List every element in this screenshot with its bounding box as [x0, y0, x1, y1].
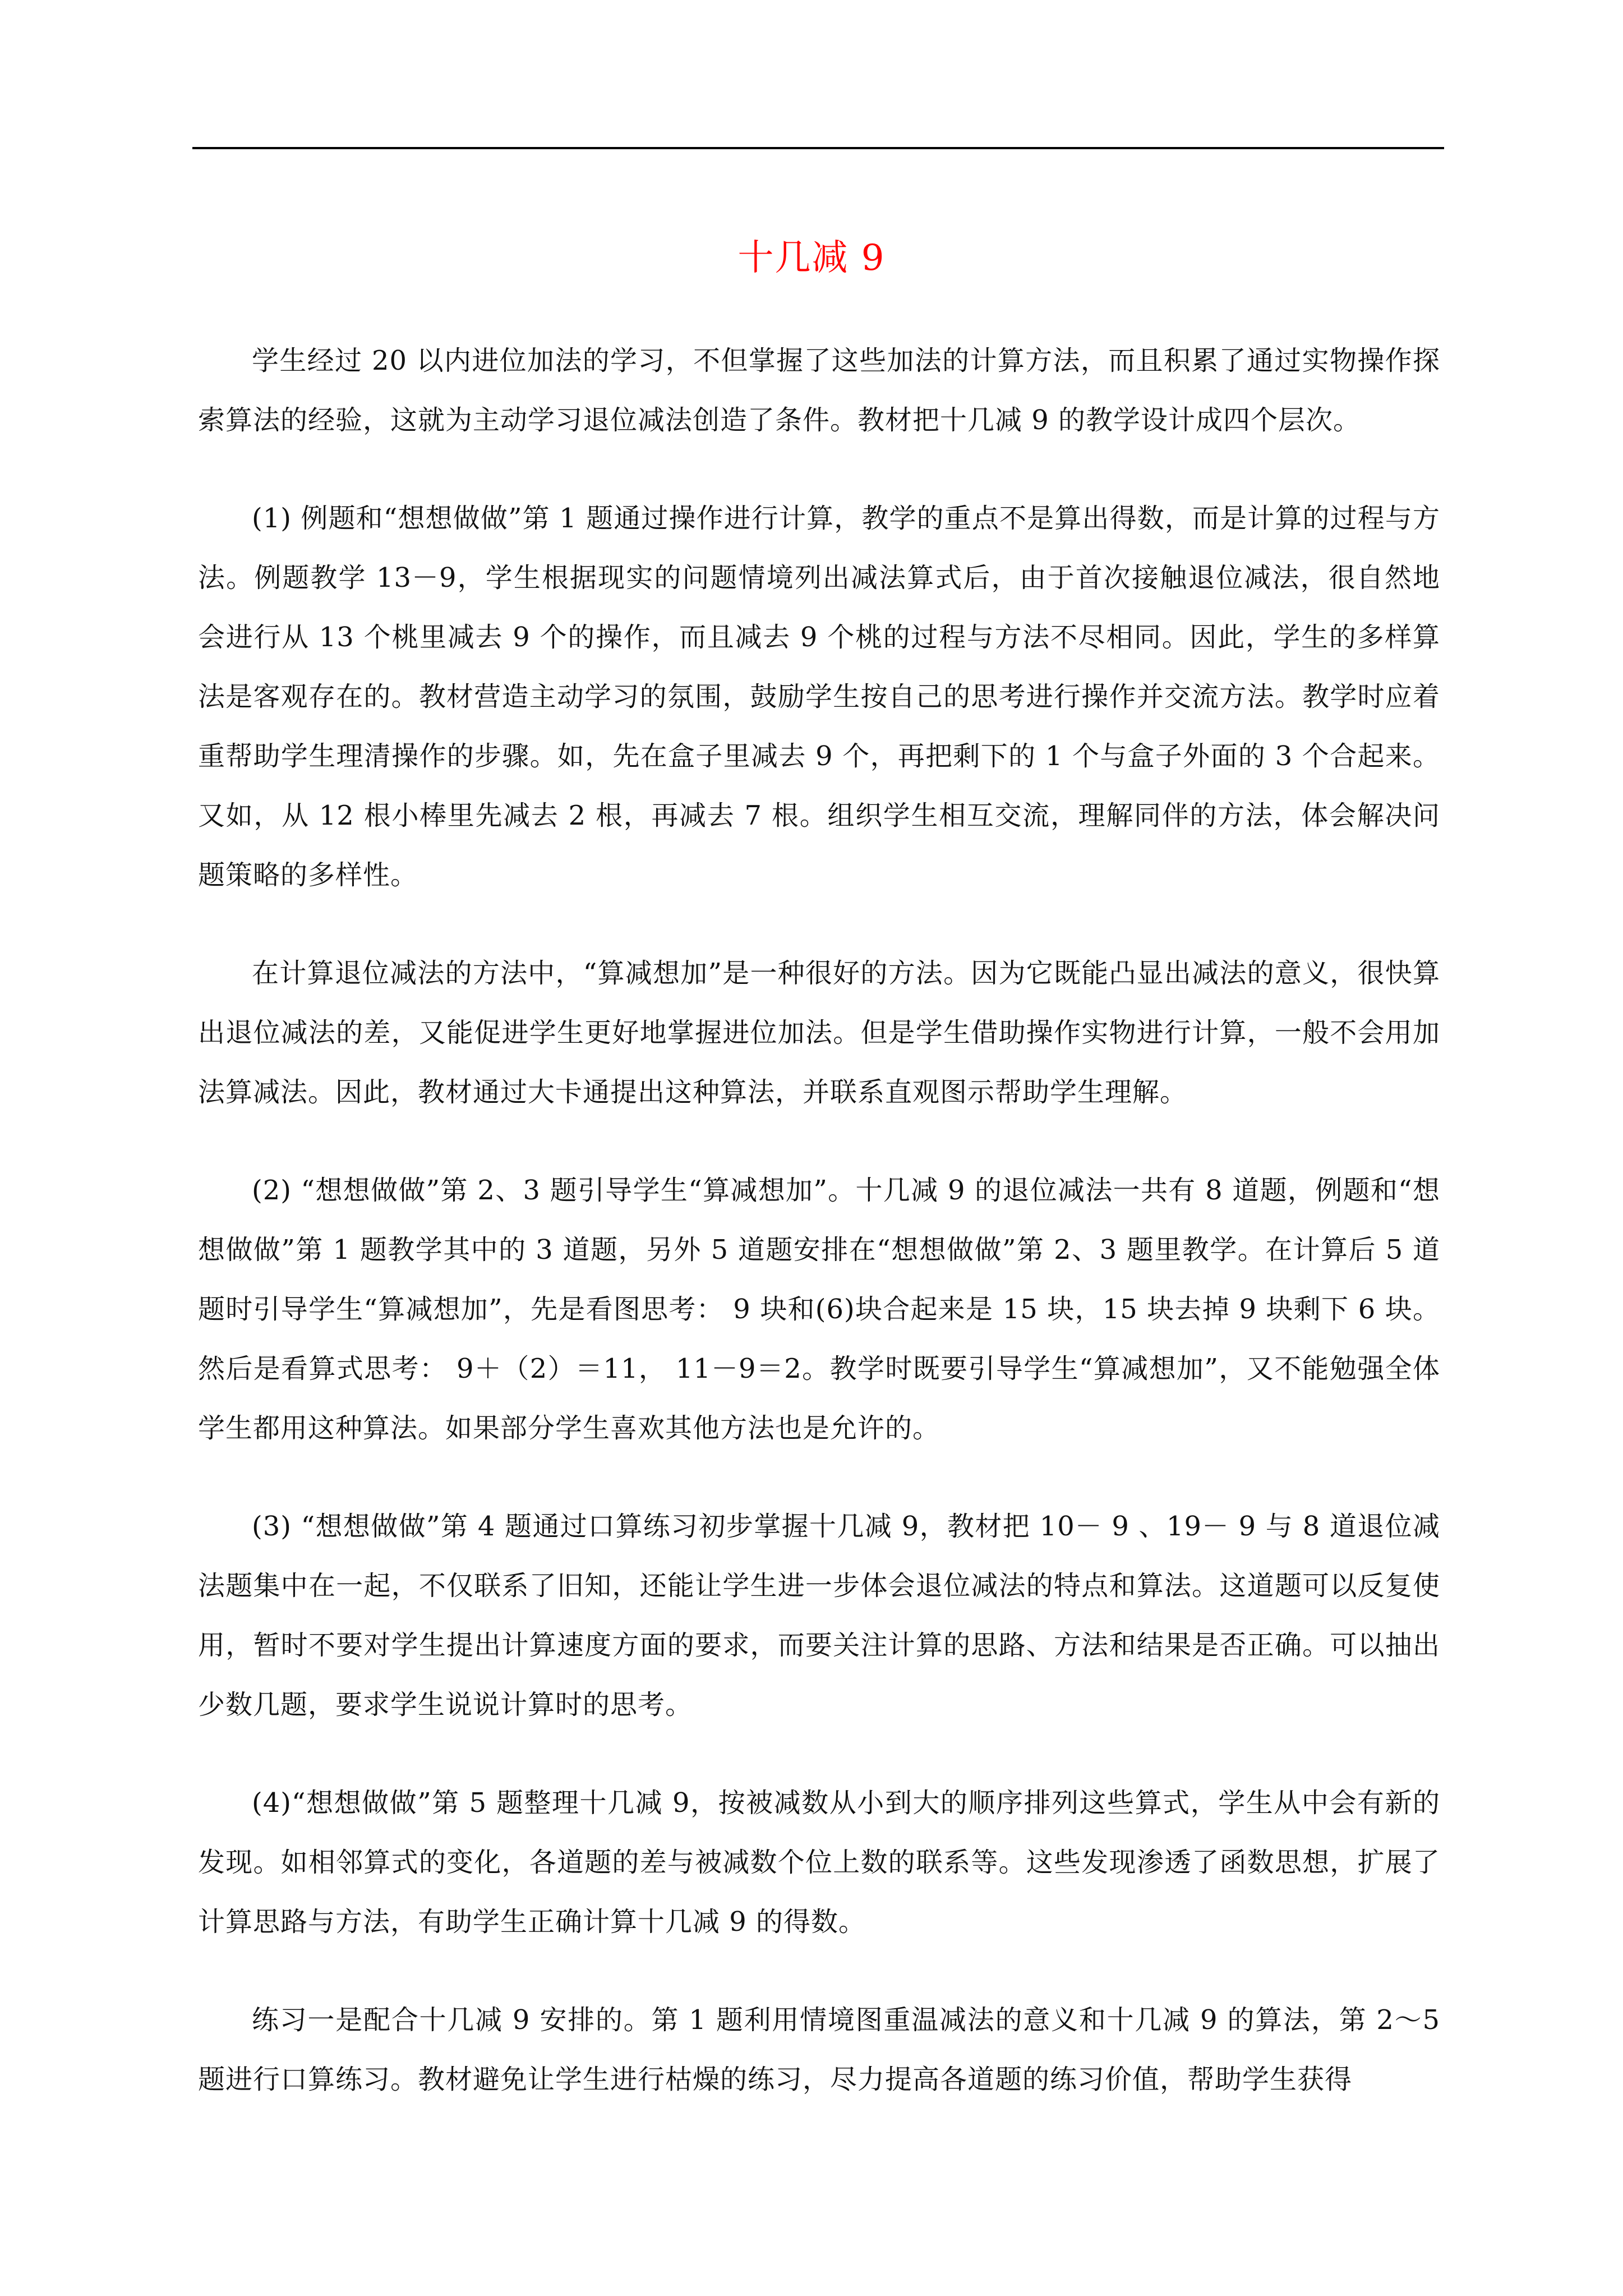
- header-rule: [192, 147, 1444, 149]
- paragraph-5: (3) “想想做做”第 4 题通过口算练习初步掌握十几减 9，教材把 10－ 9 、19－ 9 与 8 道退位减法题集中在一起，不仅联系了旧知，还能让学生进一步体会退位减法的特点和算法。这道题可以反复使用，暂时不要对学生提出计算速度方面的要求，而要关注计算的思路、方法和结果是否正确。可以抽出少数几题，要求学生说说计算时的思考。: [198, 1511, 1440, 1720]
- paragraph-3: 在计算退位减法的方法中，“算减想加”是一种很好的方法。因为它既能凸显出减法的意义，很快算出退位减法的差，又能促进学生更好地掌握进位加法。但是学生借助操作实物进行计算，一般不会用加法算减法。因此，教材通过大卡通提出这种算法，并联系直观图示帮助学生理解。: [198, 958, 1440, 1108]
- paragraph-6: (4)“想想做做”第 5 题整理十几减 9，按被减数从小到大的顺序排列这些算式，学生从中会有新的发现。如相邻算式的变化，各道题的差与被减数个位上数的联系等。这些发现渗透了函数思想，扩展了计算思路与方法，有助学生正确计算十几减 9 的得数。: [198, 1787, 1440, 1938]
- paragraph-4: (2) “想想做做”第 2、3 题引导学生“算减想加”。十几减 9 的退位减法一共有 8 道题，例题和“想想做做”第 1 题教学其中的 3 道题，另外 5 道题安排在“想想做做”第 2、3 题里教学。在计算后 5 道题时引导学生“算减想加”，先是看图思考： 9 块和(6)块合起来是 15 块，15 块去掉 9 块剩下 6 块。然后是看算式思考： 9＋（2）＝11， 11－9＝2。教学时既要引导学生“算减想加”，又不能勉强全体学生都用这种算法。如果部分学生喜欢其他方法也是允许的。: [198, 1175, 1440, 1444]
- page-title: 十几减 9: [737, 237, 886, 279]
- paragraph-7: 练习一是配合十几减 9 安排的。第 1 题利用情境图重温减法的意义和十几减 9 的算法，第 2～5 题进行口算练习。教材避免让学生进行枯燥的练习，尽力提高各道题的练习价值，帮助学生获得: [198, 2004, 1440, 2095]
- paragraph-2: (1) 例题和“想想做做”第 1 题通过操作进行计算，教学的重点不是算出得数，而是计算的过程与方法。例题教学 13－9，学生根据现实的问题情境列出减法算式后，由于首次接触退位减法，很自然地会进行从 13 个桃里减去 9 个的操作，而且减去 9 个桃的过程与方法不尽相同。因此，学生的多样算法是客观存在的。教材营造主动学习的氛围，鼓励学生按自己的思考进行操作并交流方法。教学时应着重帮助学生理清操作的步骤。如，先在盒子里减去 9 个，再把剩下的 1 个与盒子外面的 3 个合起来。又如，从 12 根小棒里先减去 2 根，再减去 7 根。组织学生相互交流，理解同伴的方法，体会解决问题策略的多样性。: [198, 503, 1440, 891]
- document-body: [198, 331, 1440, 2148]
- paragraph-1: 学生经过 20 以内进位加法的学习，不但掌握了这些加法的计算方法，而且积累了通过实物操作探索算法的经验，这就为主动学习退位减法创造了条件。教材把十几减 9 的教学设计成四个层次。: [198, 345, 1440, 436]
